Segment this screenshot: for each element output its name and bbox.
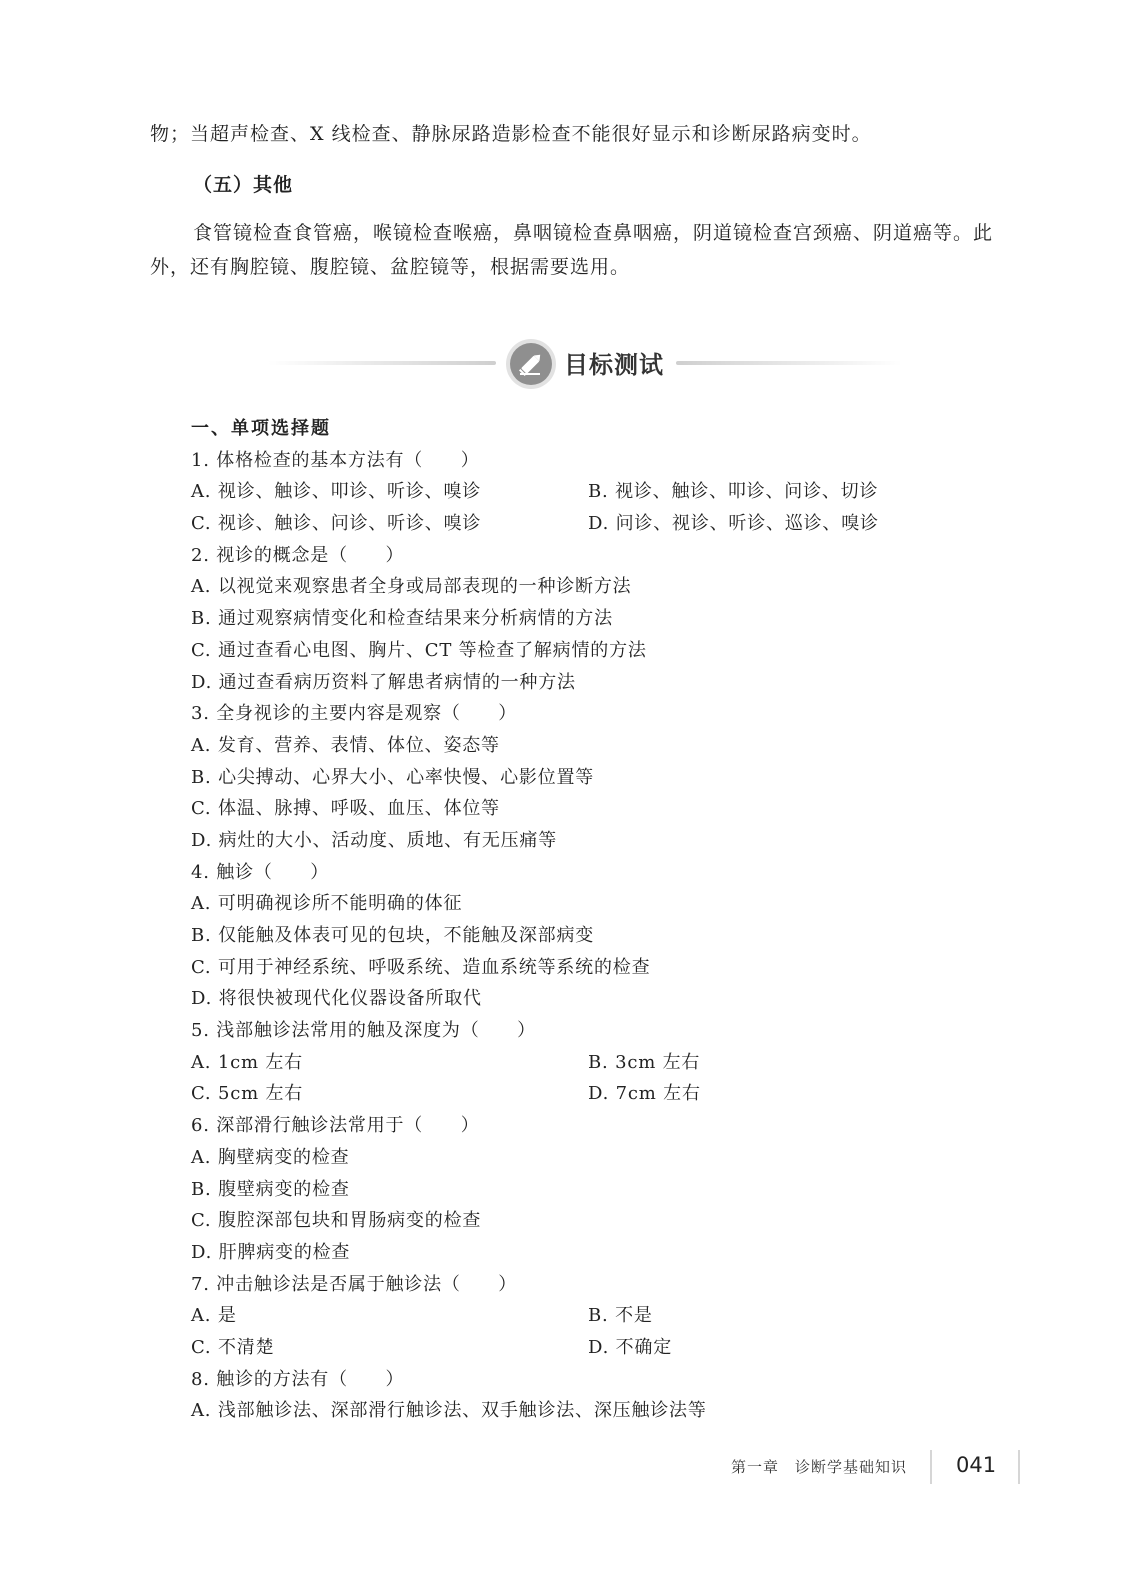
option-row [191,1332,1031,1364]
subheading-other: （五）其他 [193,174,294,196]
option-b: B. 腹壁病变的检查 [191,1178,350,1200]
question-stem: 3. 全身视诊的主要内容是观察（ ） [191,703,518,725]
option-a: A. 1cm 左右 [191,1051,303,1073]
option-a: A. 可明确视诊所不能明确的体征 [191,893,463,915]
option-c: C. 不清楚 [191,1336,275,1358]
option-a: A. 以视觉来观察患者全身或局部表现的一种诊断方法 [191,576,632,598]
question-stem: 7. 冲击触诊法是否属于触诊法（ ） [191,1273,518,1295]
option-d: D. 通过查看病历资料了解患者病情的一种方法 [191,671,576,693]
option-d: D. 肝脾病变的检查 [191,1241,351,1263]
footer-divider [930,1450,932,1484]
option-row [191,508,1031,540]
question-stem: 2. 视诊的概念是（ ） [191,544,405,566]
option-row [191,476,1031,508]
option-a: A. 浅部触诊法、深部滑行触诊法、双手触诊法、深压触诊法等 [191,1400,707,1422]
option-d: D. 不确定 [588,1336,673,1358]
option-c: C. 体温、脉搏、呼吸、血压、体位等 [191,798,500,820]
option-b: B. 仅能触及体表可见的包块，不能触及深部病变 [191,925,595,946]
option-c: C. 视诊、触诊、问诊、听诊、嗅诊 [191,513,482,535]
option-a: A. 胸壁病变的检查 [191,1146,350,1168]
footer-chapter-title: 第一章 诊断学基础知识 [731,1458,908,1476]
question-stem: 1. 体格检查的基本方法有（ ） [191,449,480,471]
quiz-section [191,413,1031,1427]
option-a: A. 是 [191,1305,237,1327]
question-stem: 8. 触诊的方法有（ ） [191,1368,405,1390]
question-stem: 6. 深部滑行触诊法常用于（ ） [191,1115,480,1137]
option-b: B. 3cm 左右 [588,1051,701,1073]
footer-divider [1018,1450,1020,1484]
page-number: 041 [956,1453,997,1477]
paragraph-others: 食管镜检查食管癌，喉镜检查喉癌，鼻咽镜检查鼻咽癌，阴道镜检查宫颈癌、阴道癌等。此外，还有胸腔镜、腹腔镜、盆腔镜等，根据需要选用。 [150,222,994,278]
option-b: B. 心尖搏动、心界大小、心率快慢、心影位置等 [191,766,595,788]
banner-title: 目标测试 [564,351,664,379]
option-row [191,1047,1031,1079]
quiz-section-title: 一、单项选择题 [191,418,331,439]
paragraph-continued: 物；当超声检查、X 线检查、静脉尿路造影检查不能很好显示和诊断尿路病变时。 [150,123,872,145]
option-d: D. 7cm 左右 [588,1083,701,1105]
option-a: A. 视诊、触诊、叩诊、听诊、嗅诊 [191,481,482,503]
banner-left-rule [268,361,496,365]
banner-right-rule [676,361,902,365]
question-stem: 5. 浅部触诊法常用的触及深度为（ ） [191,1020,536,1042]
option-row [191,1078,1031,1110]
option-d: D. 将很快被现代化仪器设备所取代 [191,988,482,1010]
option-c: C. 可用于神经系统、呼吸系统、造血系统等系统的检查 [191,956,651,978]
option-b: B. 不是 [588,1305,653,1327]
option-c: C. 5cm 左右 [191,1083,304,1105]
option-b: B. 视诊、触诊、叩诊、问诊、切诊 [588,481,879,503]
pencil-icon [510,343,552,385]
option-b: B. 通过观察病情变化和检查结果来分析病情的方法 [191,608,613,630]
option-d: D. 问诊、视诊、听诊、巡诊、嗅诊 [588,513,879,535]
option-row [191,1300,1031,1332]
option-c: C. 通过查看心电图、胸片、CT 等检查了解病情的方法 [191,639,647,661]
question-stem: 4. 触诊（ ） [191,861,330,883]
option-c: C. 腹腔深部包块和胃肠病变的检查 [191,1210,482,1232]
option-d: D. 病灶的大小、活动度、质地、有无压痛等 [191,829,558,851]
option-a: A. 发育、营养、表情、体位、姿态等 [191,734,500,756]
